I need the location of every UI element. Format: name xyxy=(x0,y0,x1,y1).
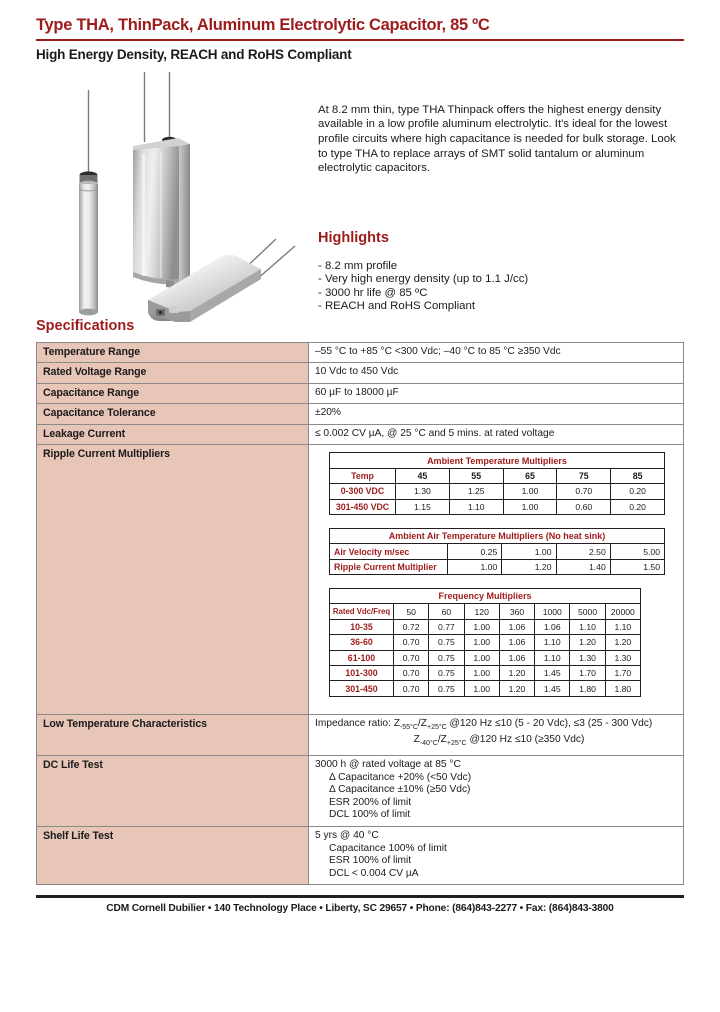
freq-row-label: 36-60 xyxy=(330,635,394,650)
page-subtitle: High Energy Density, REACH and RoHS Compliant xyxy=(36,46,352,62)
footer-divider xyxy=(36,895,684,897)
freq-column-header: 20000 xyxy=(605,604,640,619)
shelf-life-line: Capacitance 100% of limit xyxy=(329,842,447,854)
table-row xyxy=(37,424,684,445)
table-row xyxy=(330,589,641,604)
aat-row-label: Air Velocity m/sec xyxy=(330,544,448,559)
freq-row-label: 101-300 xyxy=(330,665,394,680)
dc-life-line: Δ Capacitance +20% (<50 Vdc) xyxy=(329,771,472,783)
freq-cell: 0.70 xyxy=(394,665,429,680)
freq-cell: 0.70 xyxy=(394,681,429,696)
freq-cell: 0.77 xyxy=(429,619,464,634)
freq-cell: 1.45 xyxy=(535,681,570,696)
freq-cell: 1.30 xyxy=(570,650,605,665)
spec-label-capacitance-range: Capacitance Range xyxy=(37,383,309,404)
freq-row-label: 10-35 xyxy=(330,619,394,634)
freq-col-header-label: Rated Vdc/Freq xyxy=(330,604,394,619)
spec-value-capacitance-tolerance: ±20% xyxy=(309,404,684,425)
freq-cell: 0.72 xyxy=(394,619,429,634)
shelf-life-line: ESR 100% of limit xyxy=(329,855,412,867)
atm-cell: 0.20 xyxy=(611,484,665,499)
table-row xyxy=(37,383,684,404)
spec-label-temperature-range: Temperature Range xyxy=(37,342,309,363)
specifications-table xyxy=(36,342,684,886)
spec-label-low-temperature-characteristics: Low Temperature Characteristics xyxy=(37,714,309,755)
hero-section xyxy=(36,66,684,318)
highlight-item: - Very high energy density (up to 1.1 J/cc) xyxy=(318,273,529,286)
spec-label-shelf-life-test: Shelf Life Test xyxy=(37,826,309,884)
impedance-prefix: Impedance ratio: Z xyxy=(315,717,400,729)
freq-cell: 1.70 xyxy=(570,665,605,680)
freq-cell: 1.10 xyxy=(535,650,570,665)
freq-row-label: 61-100 xyxy=(330,650,394,665)
freq-column-header: 1000 xyxy=(535,604,570,619)
freq-cell: 1.80 xyxy=(605,681,640,696)
freq-cell: 1.06 xyxy=(535,619,570,634)
shelf-life-line: 5 yrs @ 40 °C xyxy=(315,829,379,841)
freq-cell: 1.06 xyxy=(499,635,534,650)
freq-cell: 1.20 xyxy=(499,665,534,680)
atm-column-header: 55 xyxy=(449,468,503,483)
table-row xyxy=(330,544,665,559)
multiplier-tables-group xyxy=(315,448,677,696)
specifications-heading: Specifications xyxy=(36,317,135,334)
atm-row-label: 301-450 VDC xyxy=(330,499,396,514)
aat-cell: 1.40 xyxy=(556,559,610,574)
atm-cell: 0.70 xyxy=(557,484,611,499)
freq-cell: 0.75 xyxy=(429,635,464,650)
dc-life-line: DCL 100% of limit xyxy=(329,809,411,821)
table-row xyxy=(37,342,684,363)
freq-cell: 0.70 xyxy=(394,635,429,650)
atm-cell: 0.60 xyxy=(557,499,611,514)
aat-cell: 1.20 xyxy=(502,559,556,574)
impedance-suffix: @120 Hz ≤10 (5 - 20 Vdc), ≤3 (25 - 300 Vdc) xyxy=(446,717,653,729)
impedance-mid: /Z xyxy=(417,717,427,729)
atm-column-header: 45 xyxy=(396,468,450,483)
spec-value-shelf-life-test xyxy=(309,826,684,884)
freq-column-header: 60 xyxy=(429,604,464,619)
impedance-subscript: -40°C xyxy=(419,740,438,748)
spec-value-leakage-current: ≤ 0.002 CV µA, @ 25 °C and 5 mins. at rated voltage xyxy=(309,424,684,445)
freq-title: Frequency Multipliers xyxy=(330,589,641,604)
atm-column-header: 65 xyxy=(503,468,557,483)
atm-cell: 1.10 xyxy=(449,499,503,514)
spec-label-rated-voltage-range: Rated Voltage Range xyxy=(37,363,309,384)
impedance-prefix: Z xyxy=(413,734,420,746)
impedance-ratio-line-1 xyxy=(315,718,677,735)
freq-cell: 1.30 xyxy=(605,650,640,665)
spec-value-temperature-range: –55 °C to +85 °C <300 Vdc; –40 °C to 85 °C ≥350 Vdc xyxy=(309,342,684,363)
intro-paragraph: At 8.2 mm thin, type THA Thinpack offers the highest energy density available in a low profile aluminum electrolytic. It's ideal for the lowest profile circuits where high capacitance is needed for bulk storage. Look to type THA to replace arrays of SMT solid tantalum or aluminum electrolytic capacitors. xyxy=(318,103,676,175)
shelf-life-line: DCL < 0.004 CV µA xyxy=(329,867,419,879)
atm-column-header: 85 xyxy=(611,468,665,483)
table-row xyxy=(37,755,684,826)
freq-cell: 1.00 xyxy=(464,650,499,665)
table-row xyxy=(330,453,665,468)
atm-cell: 1.00 xyxy=(503,484,557,499)
footer-contact-info: CDM Cornell Dubilier • 140 Technology Place • Liberty, SC 29657 • Phone: (864)843-2277 • Fax: (864)843-3800 xyxy=(106,902,614,914)
aat-cell: 1.00 xyxy=(448,559,502,574)
freq-cell: 1.10 xyxy=(570,619,605,634)
aat-cell: 2.50 xyxy=(556,544,610,559)
aat-cell: 5.00 xyxy=(610,544,664,559)
impedance-subscript: +25°C xyxy=(426,723,447,731)
table-row xyxy=(330,635,641,650)
table-row xyxy=(37,363,684,384)
atm-cell: 1.15 xyxy=(396,499,450,514)
freq-column-header: 360 xyxy=(499,604,534,619)
page-title: Type THA, ThinPack, Aluminum Electrolytic Capacitor, 85 ºC xyxy=(36,16,490,34)
impedance-ratio-line-2 xyxy=(315,734,677,751)
highlights-heading: Highlights xyxy=(318,229,389,246)
aat-cell: 0.25 xyxy=(448,544,502,559)
freq-cell: 1.10 xyxy=(535,635,570,650)
spec-label-dc-life-test: DC Life Test xyxy=(37,755,309,826)
freq-cell: 1.45 xyxy=(535,665,570,680)
atm-cell: 1.25 xyxy=(449,484,503,499)
title-divider xyxy=(36,39,684,41)
highlight-item: - 3000 hr life @ 85 ºC xyxy=(318,286,428,299)
table-row xyxy=(37,714,684,755)
freq-cell: 1.00 xyxy=(464,681,499,696)
capacitor-product-photo xyxy=(48,72,310,322)
table-row xyxy=(37,826,684,884)
freq-cell: 0.75 xyxy=(429,681,464,696)
atm-column-header: 75 xyxy=(557,468,611,483)
freq-cell: 1.00 xyxy=(464,635,499,650)
impedance-subscript: -55°C xyxy=(399,723,418,731)
spec-value-rated-voltage-range: 10 Vdc to 450 Vdc xyxy=(309,363,684,384)
frequency-multipliers-table xyxy=(329,588,641,697)
impedance-suffix: @120 Hz ≤10 (≥350 Vdc) xyxy=(466,734,585,746)
dc-life-line: ESR 200% of limit xyxy=(329,796,412,808)
freq-cell: 1.00 xyxy=(464,619,499,634)
freq-column-header: 120 xyxy=(464,604,499,619)
table-row xyxy=(330,650,641,665)
freq-cell: 1.20 xyxy=(570,635,605,650)
ambient-temperature-multipliers-table xyxy=(329,452,665,515)
atm-col-header-label: Temp xyxy=(330,468,396,483)
spec-value-capacitance-range: 60 µF to 18000 µF xyxy=(309,383,684,404)
table-row xyxy=(330,528,665,543)
spec-label-leakage-current: Leakage Current xyxy=(37,424,309,445)
table-row xyxy=(330,604,641,619)
atm-cell: 1.00 xyxy=(503,499,557,514)
dc-life-line: Δ Capacitance ±10% (≥50 Vdc) xyxy=(329,784,471,796)
highlights-list xyxy=(318,260,528,314)
spec-label-ripple-current-multipliers: Ripple Current Multipliers xyxy=(37,445,309,714)
freq-cell: 1.70 xyxy=(605,665,640,680)
table-row xyxy=(330,665,641,680)
table-row xyxy=(37,445,684,714)
freq-cell: 1.10 xyxy=(605,619,640,634)
table-row xyxy=(330,619,641,634)
atm-cell: 0.20 xyxy=(611,499,665,514)
table-row xyxy=(330,681,641,696)
freq-column-header: 50 xyxy=(394,604,429,619)
highlight-item: - 8.2 mm profile xyxy=(318,259,398,272)
spec-value-dc-life-test xyxy=(309,755,684,826)
freq-row-label: 301-450 xyxy=(330,681,394,696)
ambient-air-temperature-multipliers-table xyxy=(329,528,665,575)
impedance-subscript: +25°C xyxy=(446,740,467,748)
spec-value-ripple-current-multipliers xyxy=(309,445,684,714)
atm-cell: 1.30 xyxy=(396,484,450,499)
table-row xyxy=(330,559,665,574)
freq-cell: 1.80 xyxy=(570,681,605,696)
aat-cell: 1.00 xyxy=(502,544,556,559)
aat-row-label: Ripple Current Multiplier xyxy=(330,559,448,574)
spec-label-capacitance-tolerance: Capacitance Tolerance xyxy=(37,404,309,425)
freq-cell: 1.06 xyxy=(499,619,534,634)
freq-cell: 1.06 xyxy=(499,650,534,665)
table-row xyxy=(330,484,665,499)
aat-title: Ambient Air Temperature Multipliers (No heat sink) xyxy=(330,528,665,543)
highlight-item: - REACH and RoHS Compliant xyxy=(318,300,475,313)
freq-cell: 0.70 xyxy=(394,650,429,665)
impedance-mid: /Z xyxy=(437,734,447,746)
freq-cell: 1.20 xyxy=(499,681,534,696)
atm-title: Ambient Temperature Multipliers xyxy=(330,453,665,468)
table-row xyxy=(37,404,684,425)
aat-cell: 1.50 xyxy=(610,559,664,574)
freq-cell: 0.75 xyxy=(429,665,464,680)
freq-cell: 0.75 xyxy=(429,650,464,665)
atm-row-label: 0-300 VDC xyxy=(330,484,396,499)
freq-cell: 1.00 xyxy=(464,665,499,680)
table-row xyxy=(330,499,665,514)
dc-life-line: 3000 h @ rated voltage at 85 °C xyxy=(315,758,461,770)
freq-column-header: 5000 xyxy=(570,604,605,619)
spec-value-low-temperature-characteristics xyxy=(309,714,684,755)
freq-cell: 1.20 xyxy=(605,635,640,650)
table-row xyxy=(330,468,665,483)
